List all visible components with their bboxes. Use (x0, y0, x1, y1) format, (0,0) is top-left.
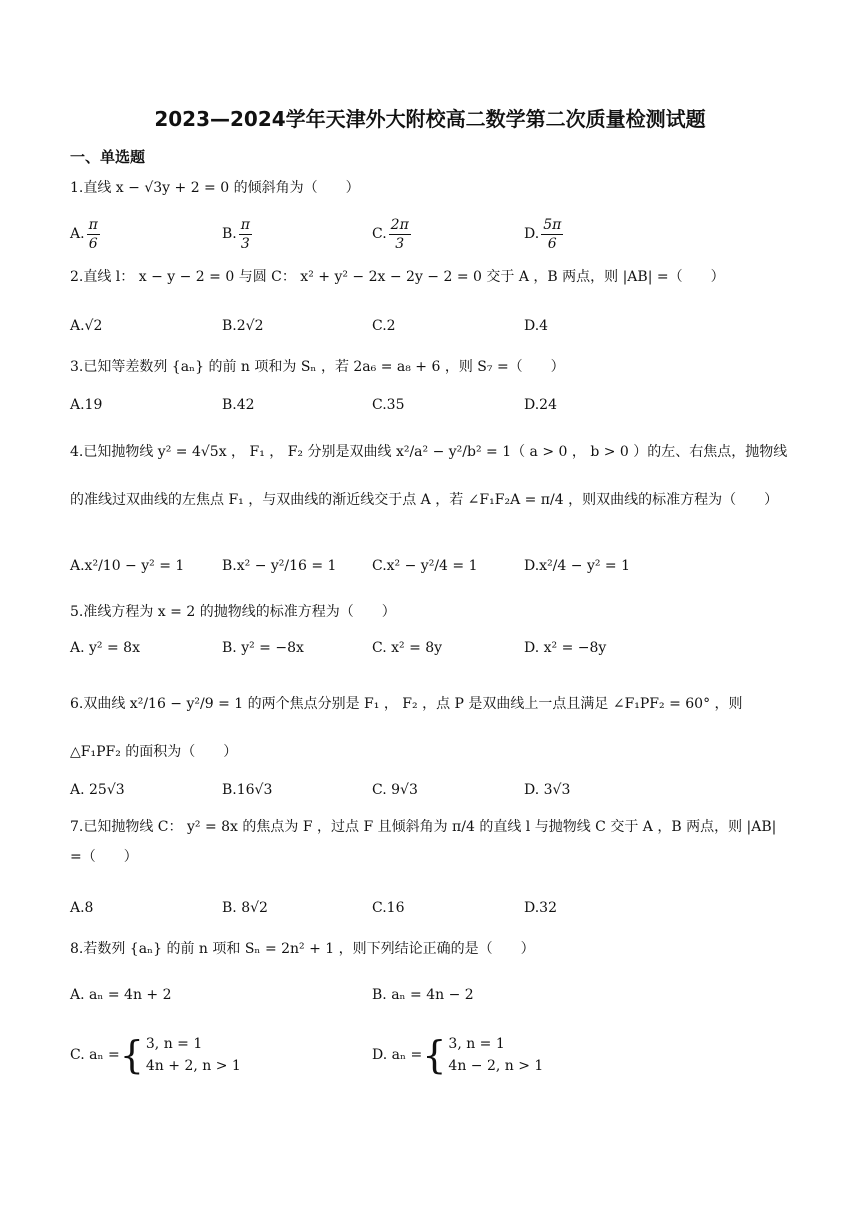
option-b[interactable]: B. aₙ = 4n − 2 (372, 987, 474, 1003)
option-a[interactable]: A.19 (70, 397, 103, 413)
question-8-options-row1 (70, 975, 790, 1015)
option-b[interactable]: B. y² = −8x (222, 640, 304, 656)
option-b[interactable]: B.16√3 (222, 782, 273, 798)
option-a[interactable]: A. y² = 8x (70, 640, 140, 656)
fraction: $\frac{\pi}{3}$ (240, 216, 250, 252)
option-a[interactable]: A.√2 (70, 318, 103, 334)
question-5-options (70, 628, 790, 668)
option-c[interactable]: C. $\frac{2\pi}{3}$ (372, 216, 409, 252)
option-c[interactable]: C. 9√3 (372, 782, 418, 798)
question-2-options (70, 306, 790, 346)
option-d[interactable]: D.4 (524, 318, 549, 334)
question-7: 7.已知抛物线 C： y² = 8x 的焦点为 F ，过点 F 且倾斜角为 π/4 的直线 l 与抛物线 C 交于 A ，B 两点，则 |AB| =（ ） (70, 819, 777, 865)
fraction: $\frac{5\pi}{6}$ (543, 216, 562, 252)
option-c[interactable]: C.x² − y²/4 = 1 (372, 558, 478, 574)
option-b[interactable]: B.x² − y²/16 = 1 (222, 558, 337, 574)
question-4-options (70, 546, 790, 586)
option-d[interactable]: D.24 (524, 397, 557, 413)
option-c[interactable]: C. aₙ = { 3, n = 1 4n + 2, n > 1 (70, 1033, 241, 1077)
option-c[interactable]: C.2 (372, 318, 396, 334)
option-c[interactable]: C.16 (372, 900, 405, 916)
question-2: 2.直线 l： x − y − 2 = 0 与圆 C： x² + y² − 2x − 2y − 2 = 0 交于 A ，B 两点，则 |AB| =（ ） (70, 269, 725, 285)
piecewise-definition: { 3, n = 1 4n + 2, n > 1 (119, 1033, 241, 1077)
fraction: $\frac{2\pi}{3}$ (390, 216, 409, 252)
option-b[interactable]: B. $\frac{\pi}{3}$ (222, 216, 250, 252)
question-3-options (70, 385, 790, 425)
option-a[interactable]: A. 25√3 (70, 782, 125, 798)
option-a[interactable]: A. aₙ = 4n + 2 (70, 987, 172, 1003)
page-title: 2023—2024学年天津外大附校高二数学第二次质量检测试题 (154, 107, 706, 131)
brace-icon: { (119, 1033, 144, 1077)
question-3: 3.已知等差数列 {aₙ} 的前 n 项和为 Sₙ ，若 2a₆ = a₈ + 6 ，则 S₇ =（ ） (70, 359, 565, 375)
option-b[interactable]: B.42 (222, 397, 255, 413)
section-heading: 一、单选题 (70, 148, 146, 166)
option-d[interactable]: D. aₙ = { 3, n = 1 4n − 2, n > 1 (372, 1033, 544, 1077)
option-a[interactable]: A. $\frac{\pi}{6}$ (70, 216, 98, 252)
brace-icon: { (422, 1033, 447, 1077)
option-d[interactable]: D. $\frac{5\pi}{6}$ (524, 216, 562, 252)
option-a[interactable]: A.x²/10 − y² = 1 (70, 558, 185, 574)
option-d[interactable]: D. x² = −8y (524, 640, 607, 656)
option-b[interactable]: B.2√2 (222, 318, 264, 334)
option-c[interactable]: C. x² = 8y (372, 640, 443, 656)
question-7-options (70, 888, 790, 928)
question-5: 5.准线方程为 x = 2 的抛物线的标准方程为（ ） (70, 604, 396, 620)
question-8: 8.若数列 {aₙ} 的前 n 项和 Sₙ = 2n² + 1 ，则下列结论正确的是（ ） (70, 941, 535, 957)
question-1-options (70, 214, 790, 254)
question-1: 1.直线 x − √3y + 2 = 0 的倾斜角为（ ） (70, 180, 360, 196)
option-d[interactable]: D. 3√3 (524, 782, 571, 798)
question-4: 4.已知抛物线 y² = 4√5x ， F₁ ， F₂ 分别是双曲线 x²/a² − y²/b² = 1（ a > 0 ， b > 0 ）的左、右焦点，抛物线的准线过双曲线的左焦点 F₁ ，与双曲线的渐近线交于点 A ，若 ∠F₁F₂A = π/4 ，则双曲线的标准方程为（ ） (70, 444, 788, 508)
question-8-options-row2 (70, 1030, 790, 1080)
option-b[interactable]: B. 8√2 (222, 900, 268, 916)
option-d[interactable]: D.x²/4 − y² = 1 (524, 558, 630, 574)
option-a[interactable]: A.8 (70, 900, 94, 916)
piecewise-definition: { 3, n = 1 4n − 2, n > 1 (422, 1033, 544, 1077)
question-6: 6.双曲线 x²/16 − y²/9 = 1 的两个焦点分别是 F₁ ， F₂ ，点 P 是双曲线上一点且满足 ∠F₁PF₂ = 60° ，则 △F₁PF₂ 的面积为（ ） (70, 696, 743, 760)
option-d[interactable]: D.32 (524, 900, 557, 916)
option-c[interactable]: C.35 (372, 397, 405, 413)
fraction: $\frac{\pi}{6}$ (88, 216, 98, 252)
question-6-options (70, 770, 790, 810)
